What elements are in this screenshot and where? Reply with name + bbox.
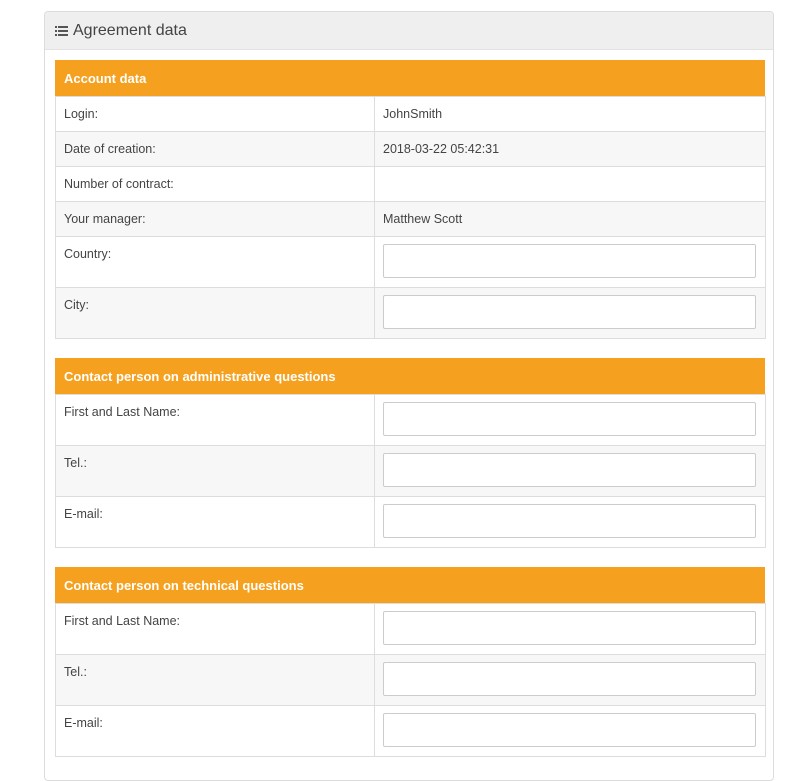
tech-email-input[interactable] (383, 713, 756, 747)
table-row (56, 446, 766, 497)
account-section-heading: Account data (55, 60, 765, 96)
admin-name-label: First and Last Name: (56, 395, 375, 446)
panel-heading (45, 12, 773, 50)
panel-title: Agreement data (73, 21, 187, 39)
table-row (56, 237, 766, 288)
table-row (56, 167, 766, 202)
admin-contact-table (55, 394, 766, 548)
admin-contact-section (55, 358, 765, 548)
admin-email-input[interactable] (383, 504, 756, 538)
table-row (56, 97, 766, 132)
table-row (56, 497, 766, 548)
tech-contact-heading: Contact person on technical questions (55, 567, 765, 603)
account-table (55, 96, 766, 339)
creation-date-label: Date of creation: (56, 132, 375, 167)
contract-number-label: Number of contract: (56, 167, 375, 202)
country-label: Country: (56, 237, 375, 288)
table-row (56, 288, 766, 339)
login-label: Login: (56, 97, 375, 132)
admin-email-label: E-mail: (56, 497, 375, 548)
list-icon (55, 26, 68, 36)
manager-label: Your manager: (56, 202, 375, 237)
table-row (56, 395, 766, 446)
contract-number-value (375, 167, 766, 202)
country-input[interactable] (383, 244, 756, 278)
account-section (55, 60, 765, 339)
tech-tel-input[interactable] (383, 662, 756, 696)
admin-contact-heading: Contact person on administrative questions (55, 358, 765, 394)
table-row (56, 132, 766, 167)
admin-tel-input[interactable] (383, 453, 756, 487)
table-row (56, 604, 766, 655)
tech-name-input[interactable] (383, 611, 756, 645)
tech-contact-section (55, 567, 765, 757)
tech-email-label: E-mail: (56, 706, 375, 757)
city-input[interactable] (383, 295, 756, 329)
table-row (56, 655, 766, 706)
admin-tel-label: Tel.: (56, 446, 375, 497)
login-value: JohnSmith (375, 97, 766, 132)
admin-name-input[interactable] (383, 402, 756, 436)
city-label: City: (56, 288, 375, 339)
tech-name-label: First and Last Name: (56, 604, 375, 655)
table-row (56, 202, 766, 237)
table-row (56, 706, 766, 757)
tech-contact-table (55, 603, 766, 757)
creation-date-value: 2018-03-22 05:42:31 (375, 132, 766, 167)
tech-tel-label: Tel.: (56, 655, 375, 706)
agreement-panel (44, 11, 774, 781)
manager-value: Matthew Scott (375, 202, 766, 237)
